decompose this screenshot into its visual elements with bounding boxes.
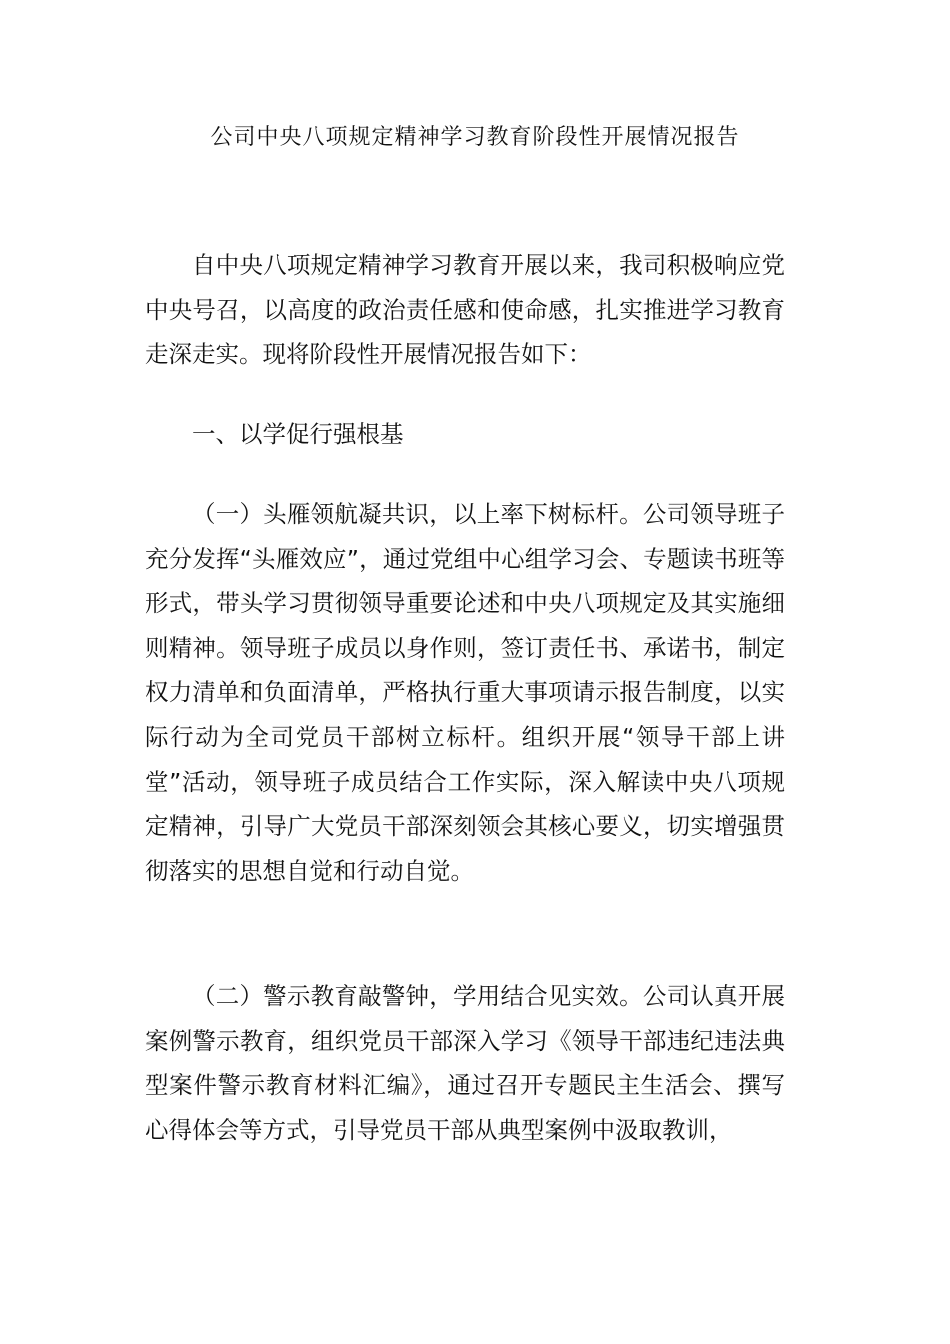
subsection-paragraph-1: （一）头雁领航凝共识，以上率下树标杆。公司领导班子充分发挥“头雁效应”，通过党组中心组学习会、专题读书班等形式，带头学习贯彻领导重要论述和中央八项规定及其实施细则精神。领导班子成员以身作则，签订责任书、承诺书，制定权力清单和负面清单，严格执行重大事项请示报告制度，以实际行动为全司党员干部树立标杆。组织开展“领导干部上讲堂”活动，领导班子成员结合工作实际，深入解读中央八项规定精神，引导广大党员干部深刻领会其核心要义，切实增强贯彻落实的思想自觉和行动自觉。 <box>145 500 785 885</box>
document-title: 公司中央八项规定精神学习教育阶段性开展情况报告 <box>210 125 740 150</box>
section-heading-1: 一、以学促行强根基 <box>192 420 404 448</box>
subsection-paragraph-2: （二）警示教育敲警钟，学用结合见实效。公司认真开展案例警示教育，组织党员干部深入学习《领导干部违纪违法典型案件警示教育材料汇编》，通过召开专题民主生活会、撰写心得体会等方式，引导党员干部从典型案例中汲取教训， <box>145 982 785 1144</box>
intro-paragraph: 自中央八项规定精神学习教育开展以来，我司积极响应党中央号召，以高度的政治责任感和使命感，扎实推进学习教育走深走实。现将阶段性开展情况报告如下： <box>145 251 785 369</box>
